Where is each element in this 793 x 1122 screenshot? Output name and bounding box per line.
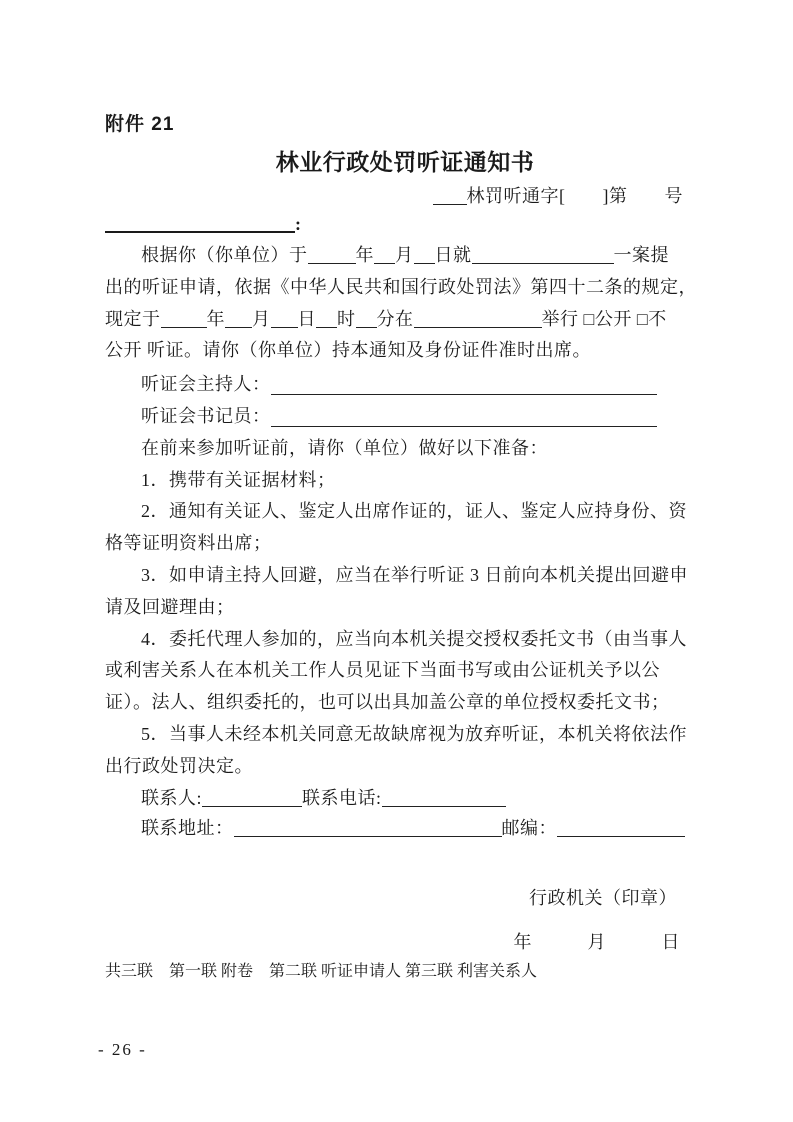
host-line	[105, 369, 705, 401]
prep-intro-line: 在前来参加听证前，请你（单位）做好以下准备：	[141, 437, 548, 458]
text-seg: 分在	[376, 308, 414, 329]
attachment-label: 附件 21	[105, 114, 175, 135]
item-1: 1．携带有关证据材料；	[141, 469, 336, 490]
clerk-blank	[271, 426, 658, 427]
contact-person-blank	[202, 806, 302, 807]
address-label: 联系地址：	[141, 817, 234, 838]
item-4-line3: 证）。法人、组织委托的，也可以出具加盖公章的单位授权委托文书；	[105, 692, 670, 713]
document-content	[105, 0, 705, 984]
zip-blank	[557, 836, 685, 837]
item-4-line2: 或利害关系人在本机关工作人员见证下当面书写或由公证机关予以公	[105, 660, 660, 681]
text-seg: 一案提	[613, 245, 669, 265]
day-blank	[414, 263, 435, 264]
text-seg: 时	[337, 308, 356, 329]
document-title: 林业行政处罚听证通知书	[275, 149, 535, 175]
item-2-line2: 格等证明资料出席；	[105, 533, 272, 554]
clerk-label: 听证会书记员：	[141, 405, 271, 426]
contact-line	[105, 783, 705, 813]
minute-blank	[356, 327, 377, 328]
text-seg: 日	[297, 308, 316, 329]
addressee-colon: :	[295, 214, 302, 234]
month-blank	[374, 263, 395, 264]
text-seg: 日就	[434, 245, 472, 265]
zip-label: 邮编：	[501, 817, 557, 838]
agency-seal-line: 行政机关（印章）	[529, 887, 677, 908]
host-blank	[271, 394, 658, 395]
location-blank	[414, 327, 542, 328]
doc-number-text: 林罚听通字[ ]第 号	[466, 186, 683, 206]
date-line: 年 月 日	[513, 931, 680, 952]
year-blank	[161, 327, 207, 328]
day-blank	[271, 327, 298, 328]
item-5-line1: 5．当事人未经本机关同意无故缺席视为放弃听证，本机关将依法作	[141, 723, 687, 744]
year-blank	[308, 263, 356, 264]
item-2-line1: 2．通知有关证人、鉴定人出席作证的，证人、鉴定人应持身份、资	[141, 501, 687, 522]
contact-phone-label: 联系电话:	[302, 787, 382, 808]
para1-line4: 公开 听证。请你（你单位）持本通知及身份证件准时出席。	[105, 340, 591, 361]
hour-blank	[316, 327, 337, 328]
para1-line3	[105, 304, 705, 336]
contact-phone-blank	[382, 806, 506, 807]
item-3-line1: 3．如申请主持人回避，应当在举行听证 3 日前向本机关提出回避申	[141, 564, 688, 585]
doc-number-line	[105, 182, 705, 210]
case-blank	[472, 263, 614, 264]
copies-note: 共三联 第一联 附卷 第二联 听证申请人 第三联 利害关系人	[105, 962, 538, 980]
address-blank	[234, 836, 502, 837]
item-5-line2: 出行政处罚决定。	[105, 755, 253, 776]
page-number: - 26 -	[98, 1040, 147, 1059]
month-blank	[225, 327, 252, 328]
item-4-line1: 4．委托代理人参加的，应当向本机关提交授权委托文书（由当事人	[141, 628, 687, 649]
item-3-line2: 请及回避理由；	[105, 596, 235, 617]
para1-line2: 出的听证申请，依据《中华人民共和国行政处罚法》第四十二条的规定，	[105, 276, 697, 297]
doc-number-blank	[433, 204, 467, 205]
text-seg: 月	[395, 245, 414, 265]
text-seg: 年	[355, 245, 374, 265]
clerk-line	[105, 401, 705, 433]
text-seg-checkboxes: 举行 □公开 □不	[541, 308, 667, 329]
address-line	[105, 813, 705, 843]
contact-person-label: 联系人:	[141, 787, 203, 808]
host-label: 听证会主持人：	[141, 374, 271, 395]
para1-line1	[105, 240, 705, 272]
addressee-line	[105, 210, 705, 238]
addressee-blank	[105, 231, 295, 233]
text-seg: 年	[206, 308, 225, 329]
text-seg: 月	[252, 308, 271, 329]
text-seg: 现定于	[105, 308, 161, 329]
text-seg: 根据你（你单位）于	[141, 245, 308, 265]
